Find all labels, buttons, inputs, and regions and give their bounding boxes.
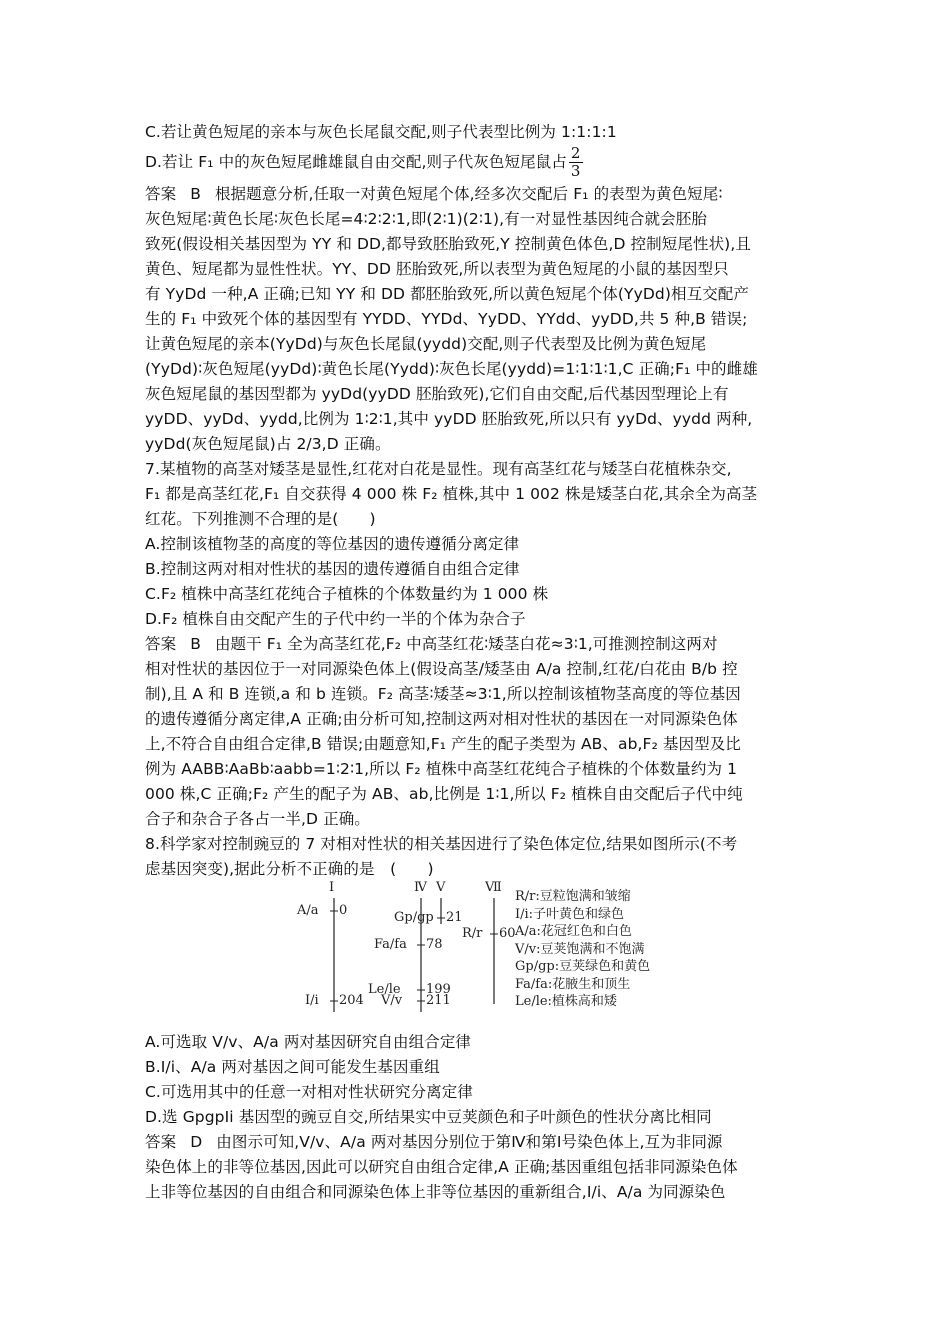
locus-label: A/a <box>297 903 319 918</box>
answer-line: 合子和杂合子各占一半,D 正确。 <box>145 810 370 828</box>
fraction-numerator: 2 <box>570 144 581 162</box>
answer-label: 答案 <box>145 185 177 203</box>
chromosome-5-label: Ⅴ <box>436 880 446 895</box>
answer-line: 相对性状的基因位于一对同源染色体上(假设高茎/矮茎由 A/a 控制,红花/白花由 B/b 控 <box>145 660 738 678</box>
fraction-denominator: 3 <box>570 162 581 180</box>
locus-position: 0 <box>339 903 348 918</box>
legend-item: A/a:花冠红色和白色 <box>515 924 632 939</box>
answer-line <box>145 632 815 657</box>
answer-line: 有 YyDd 一种,A 正确;已知 YY 和 DD 都胚胎致死,所以黄色短尾个体(YyDd)相互交配产 <box>145 285 750 303</box>
locus-label: Le/le <box>368 982 401 997</box>
option-c: C.可选用其中的任意一对相对性状研究分离定律 <box>145 1083 473 1101</box>
answer-line: 生的 F₁ 中致死个体的基因型有 YYDD、YYDd、YyDD、YYdd、yyDD,共 5 种,B 错误; <box>145 310 748 328</box>
legend-item: Fa/fa:花腋生和顶生 <box>515 976 631 992</box>
option-b: B.I/i、A/a 两对基因之间可能发生基因重组 <box>145 1058 440 1076</box>
question-8 <box>145 832 815 1130</box>
locus-label: V/v <box>381 993 403 1008</box>
question-stem: F₁ 都是高茎红花,F₁ 自交获得 4 000 株 F₂ 植株,其中 1 002 株是矮茎白花,其余全为高茎 <box>145 485 758 503</box>
chromosome-map-figure <box>297 880 657 1020</box>
question-stem: 红花。下列推测不合理的是( ) <box>145 510 376 528</box>
option-c-prev: C.若让黄色短尾的亲本与灰色长尾鼠交配,则子代表型比例为 1:1:1:1 <box>145 123 617 141</box>
option-d-prev <box>145 145 815 180</box>
answer-line <box>145 1130 815 1155</box>
locus-position: 211 <box>426 993 451 1008</box>
answer-line: 制),且 A 和 B 连锁,a 和 b 连锁。F₂ 高茎∶矮茎≈3∶1,所以控制该植物茎高度的等位基因 <box>145 685 741 703</box>
chromosome-4-label: Ⅳ <box>414 880 427 895</box>
answer-label: 答案 <box>145 1133 177 1151</box>
option-d-text: D.若让 F₁ 中的灰色短尾雌雄鼠自由交配,则子代灰色短尾鼠占 <box>145 153 567 171</box>
locus-label: R/r <box>462 926 483 941</box>
fraction <box>569 145 583 180</box>
locus-position: 204 <box>339 993 364 1008</box>
option-b: B.控制这两对相对性状的基因的遗传遵循自由组合定律 <box>145 560 520 578</box>
question-stem: 7.某植物的高茎对矮茎是显性,红花对白花是显性。现有高茎红花与矮茎白花植株杂交, <box>145 460 732 478</box>
answer-line: 黄色、短尾都为显性性状。YY、DD 胚胎致死,所以表型为黄色短尾的小鼠的基因型只 <box>145 260 729 278</box>
answer-line: 例为 AABB∶AaBb∶aabb=1∶2∶1,所以 F₂ 植株中高茎红花纯合子植株的个体数量约为 1 <box>145 760 738 778</box>
question-stem: 虑基因突变),据此分析不正确的是 ( ) <box>145 860 434 878</box>
answer-line: 的遗传遵循分离定律,A 正确;由分析可知,控制这两对相对性状的基因在一对同源染色体 <box>145 710 738 728</box>
legend-item: V/v:豆荚饱满和不饱满 <box>515 941 645 957</box>
question-7 <box>145 457 815 632</box>
option-c: C.F₂ 植株中高茎红花纯合子植株的个体数量约为 1 000 株 <box>145 585 549 603</box>
answer-letter: B <box>190 635 201 653</box>
answer-letter: D <box>190 1133 203 1151</box>
answer-line: 致死(假设相关基因型为 YY 和 DD,都导致胚胎致死,Y 控制黄色体色,D 控制短尾性状),且 <box>145 235 751 253</box>
chromosome-7-label: Ⅶ <box>485 880 502 895</box>
answer-line: yyDD、yyDd、yydd,比例为 1∶2∶1,其中 yyDD 胚胎致死,所以只有 yyDd、yydd 两种, <box>145 410 753 428</box>
locus-label: Fa/fa <box>374 937 407 952</box>
answer-6 <box>145 182 815 457</box>
legend-item: Le/le:植株高和矮 <box>515 994 617 1009</box>
locus-position: 199 <box>426 982 451 997</box>
answer-line: 灰色短尾鼠的基因型都为 yyDd(yyDD 胚胎致死),它们自由交配,后代基因型理论上有 <box>145 385 729 403</box>
chromosome-1-label: Ⅰ <box>329 880 335 895</box>
answer-label: 答案 <box>145 635 177 653</box>
option-a: A.控制该植物茎的高度的等位基因的遗传遵循分离定律 <box>145 535 520 553</box>
locus-position: 78 <box>426 937 443 952</box>
locus-position: 60 <box>499 926 516 941</box>
answer-line: 染色体上的非等位基因,因此可以研究自由组合定律,A 正确;基因重组包括非同源染色体 <box>145 1158 738 1176</box>
question-stem: 8.科学家对控制豌豆的 7 对相对性状的相关基因进行了染色体定位,结果如图所示(不考 <box>145 835 738 853</box>
answer-text: 根据题意分析,任取一对黄色短尾个体,经多次交配后 F₁ 的表型为黄色短尾∶ <box>214 185 723 203</box>
answer-line: 让黄色短尾的亲本(YyDd)与灰色长尾鼠(yydd)交配,则子代表型及比例为黄色短尾 <box>145 335 707 353</box>
answer-line: (YyDd)∶灰色短尾(yyDd)∶黄色长尾(Yydd)∶灰色长尾(yydd)=1∶1∶1∶1,C 正确;F₁ 中的雌雄 <box>145 360 758 378</box>
answer-line: yyDd(灰色短尾鼠)占 2/3,D 正确。 <box>145 435 391 453</box>
locus-label: I/i <box>305 993 319 1008</box>
legend-item: I/i:子叶黄色和绿色 <box>515 906 625 922</box>
locus-position: 21 <box>446 910 463 925</box>
answer-line <box>145 182 815 207</box>
answer-line: 000 株,C 正确;F₂ 产生的配子为 AB、ab,比例是 1∶1,所以 F₂ 植株自由交配后子代中纯 <box>145 785 743 803</box>
document-page <box>145 120 815 1205</box>
answer-text: 由题干 F₁ 全为高茎红花,F₂ 中高茎红花∶矮茎白花≈3∶1,可推测控制这两对 <box>214 635 718 653</box>
answer-8 <box>145 1130 815 1205</box>
answer-text: 由图示可知,V/v、A/a 两对基因分别位于第Ⅳ和第Ⅰ号染色体上,互为非同源 <box>216 1133 723 1151</box>
option-a: A.可选取 V/v、A/a 两对基因研究自由组合定律 <box>145 1033 472 1051</box>
answer-7 <box>145 632 815 832</box>
legend-item: R/r:豆粒饱满和皱缩 <box>515 889 631 904</box>
option-d: D.选 GpgpIi 基因型的豌豆自交,所结果实中豆荚颜色和子叶颜色的性状分离比相同 <box>145 1108 712 1126</box>
legend-item: Gp/gp:豆荚绿色和黄色 <box>515 959 651 974</box>
option-d: D.F₂ 植株自由交配产生的子代中约一半的个体为杂合子 <box>145 610 526 628</box>
answer-line: 上,不符合自由组合定律,B 错误;由题意知,F₁ 产生的配子类型为 AB、ab,F₂ 基因型及比 <box>145 735 741 753</box>
figure-legend <box>515 888 650 1011</box>
locus-label: Gp/gp <box>394 910 434 925</box>
answer-letter: B <box>190 185 201 203</box>
answer-line: 上非等位基因的自由组合和同源染色体上非等位基因的重新组合,I/i、A/a 为同源染色 <box>145 1183 726 1201</box>
answer-line: 灰色短尾∶黄色长尾∶灰色长尾=4∶2∶2∶1,即(2∶1)(2∶1),有一对显性基因纯合就会胚胎 <box>145 210 707 228</box>
